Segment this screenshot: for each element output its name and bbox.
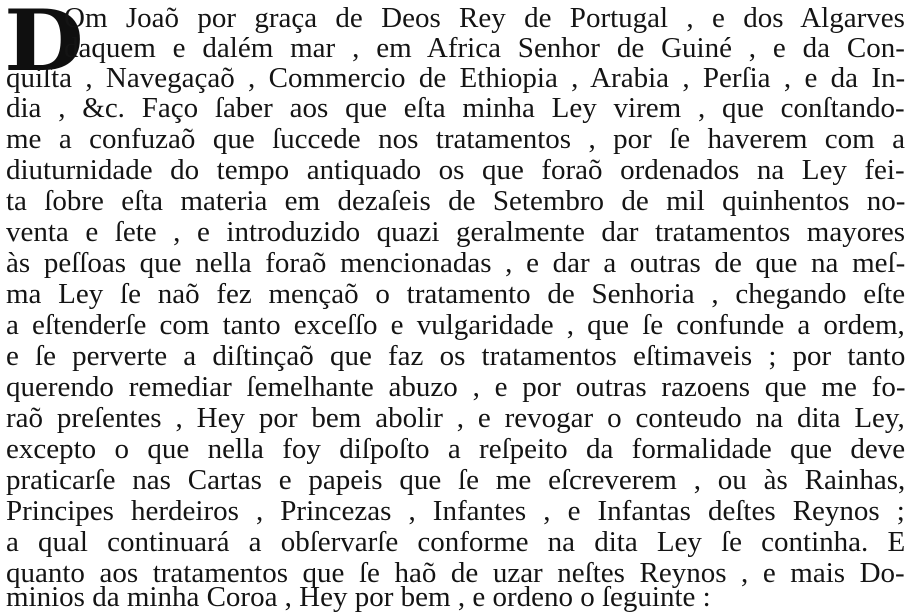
text-line-14 — [6, 403, 905, 433]
text-line-content: praticarſe nas Cartas e papeis que ſe me eſcreverem , ou às Rainhas, — [6, 464, 906, 496]
text-line-20 — [6, 582, 905, 612]
text-line-5 — [6, 124, 905, 154]
text-line-16 — [6, 465, 905, 495]
text-line-content: daquem e dalém mar , em Africa Senhor de Guiné , e da Con- — [64, 32, 905, 64]
text-line-content: ta ſobre eſta materia em dezaſeis de Setembro de mil quinhentos no- — [6, 185, 906, 217]
text-line-content: a eſtenderſe com tanto exceſſo e vulgaridade , que ſe confunde a ordem, — [6, 309, 905, 341]
drop-cap-letter: D — [4, 0, 84, 91]
text-line-content: excepto o que nella foy diſpoſto a reſpeito da formalidade que deve — [6, 433, 906, 465]
text-line-content: e ſe perverte a diſtinçaõ que faz os tratamentos eſtimaveis ; por tanto — [6, 340, 906, 372]
text-line-7 — [6, 186, 905, 216]
text-line-17 — [6, 496, 905, 526]
text-line-content: raõ preſentes , Hey por bem abolir , e revogar o conteudo na dita Ley, — [6, 402, 905, 434]
text-line-3 — [6, 63, 905, 93]
text-line-content: às peſſoas que nella foraõ mencionadas , e dar a outras de que na meſ- — [6, 247, 906, 279]
text-line-content: diuturnidade do tempo antiquado os que foraõ ordenados na Ley fei- — [6, 154, 905, 186]
text-line-4 — [6, 93, 905, 123]
text-line-content: querendo remediar ſemelhante abuzo , e por outras razoens que me fo- — [6, 371, 906, 403]
text-line-content: quanto aos tratamentos que ſe haõ de uzar neſtes Reynos , e mais Do- — [6, 557, 905, 589]
text-line-13 — [6, 372, 905, 402]
text-line-content: ma Ley ſe naõ fez mençaõ o tratamento de Senhoria , chegando eſte — [6, 278, 906, 310]
text-line-content: Om Joaõ por graça de Deos Rey de Portugal , e dos Algarves — [64, 2, 905, 34]
text-line-6 — [6, 155, 905, 185]
text-line-12 — [6, 341, 905, 371]
text-line-content: venta e ſete , e introduzido quazi geralmente dar tratamentos mayores — [6, 216, 906, 248]
text-line-content: dia , &c. Faço ſaber aos que eſta minha Ley virem , que conſtando- — [6, 92, 905, 124]
text-line-15 — [6, 434, 905, 464]
text-line-content: quiſta , Navegaçaõ , Commercio de Ethiopia , Arabia , Perſia , e da In- — [6, 62, 906, 94]
text-line-18 — [6, 527, 905, 557]
text-line-content: Principes herdeiros , Princezas , Infantes , e Infantas deſtes Reynos ; — [6, 495, 905, 527]
text-line-2 — [64, 33, 905, 63]
text-line-content: me a confuzaõ que ſuccede nos tratamentos , por ſe haverem com a — [6, 123, 906, 155]
text-line-11 — [6, 310, 905, 340]
text-line-8 — [6, 217, 905, 247]
text-line-content: a qual continuará a obſervarſe conforme na dita Ley ſe continha. E — [6, 526, 906, 558]
text-line-1 — [64, 3, 905, 33]
text-line-content: minios da minha Coroa , Hey por bem , e ordeno o ſeguinte : — [6, 581, 711, 613]
text-line-10 — [6, 279, 905, 309]
text-line-9 — [6, 248, 905, 278]
